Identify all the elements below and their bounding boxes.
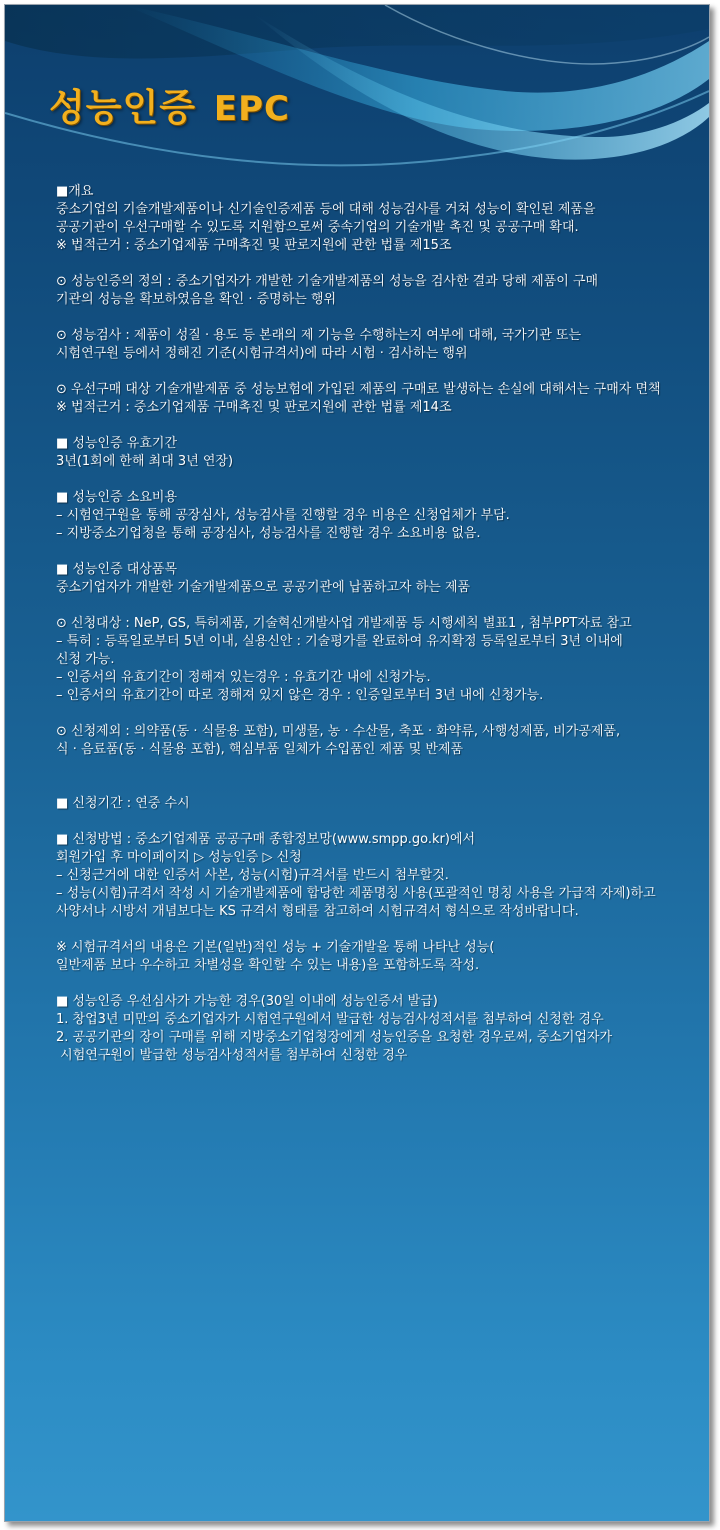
section-13 [56,993,674,1065]
text-line: – 인증서의 유효기간이 정해져 있는경우 : 유효기간 내에 신청가능. [56,670,431,685]
text-line: ■ 신청기간 : 연중 수시 [56,796,190,811]
section-1 [56,183,674,255]
title-english: EPC [213,89,290,129]
section-4 [56,381,674,417]
paragraph-gap [56,777,674,795]
document-body [56,183,674,1065]
text-line: 중소기업의 기술개발제품이나 신기술인증제품 등에 대해 성능검사를 거쳐 성능이 확인된 제품을 [56,202,596,217]
text-line: – 지방중소기업청을 통해 공장심사, 성능검사를 진행할 경우 소요비용 없음. [56,526,481,541]
text-line: ※ 법적근거 : 중소기업제품 구매촉진 및 판로지원에 관한 법률 제14조 [56,400,452,415]
section-6 [56,489,674,543]
paragraph-gap [56,921,674,939]
text-line: ■개요 [56,184,94,199]
text-line: ■ 성능인증 유효기간 [56,436,178,451]
paragraph-gap [56,471,674,489]
section-8 [56,615,674,705]
text-line: ※ 시험규격서의 내용은 기본(일반)적인 성능 + 기술개발을 통해 나타난 성능( [56,940,495,955]
text-line: ■ 신청방법 : 중소기업제품 공공구매 종합정보망(www.smpp.go.kr)에서 [56,832,476,847]
text-line: – 인증서의 유효기간이 따로 정해져 있지 않은 경우 : 인증일로부터 3년 내에 신청가능. [56,688,544,703]
page-title [49,77,290,131]
text-line: ⊙ 성능인증의 정의 : 중소기업자가 개발한 기술개발제품의 성능을 검사한 결과 당해 제품이 구매 [56,274,599,289]
text-line: ⊙ 신청대상 : NeP, GS, 특허제품, 기술혁신개발사업 개발제품 등 시행세칙 별표1 , 첨부PPT자료 참고 [56,616,632,631]
paragraph-gap [56,363,674,381]
text-line: – 신청근거에 대한 인증서 사본, 성능(시험)규격서를 반드시 첨부할것. [56,868,449,883]
text-line: ⊙ 성능검사 : 제품이 성질 · 용도 등 본래의 제 기능을 수행하는지 여부에 대해, 국가기관 또는 [56,328,582,343]
dark-swoosh [5,5,709,59]
paragraph-gap [56,543,674,561]
section-10 [56,795,674,813]
paragraph-gap [56,417,674,435]
text-line: 2. 공공기관의 장이 구매를 위해 지방중소기업청장에게 성능인증을 요청한 경우로써, 중소기업자가 [56,1030,613,1045]
text-line: – 시험연구원을 통해 공장심사, 성능검사를 진행할 경우 비용은 신청업체가 부담. [56,508,510,523]
text-line: 일반제품 보다 우수하고 차별성을 확인할 수 있는 내용)을 포함하도록 작성. [56,958,480,973]
section-9 [56,723,674,759]
paragraph-gap [56,597,674,615]
text-line: – 특허 : 등록일로부터 5년 이내, 실용신안 : 기술평가를 완료하여 유지확정 등록일로부터 3년 이내에 [56,634,623,649]
paragraph-gap [56,309,674,327]
banner-panel [4,4,710,1522]
section-11 [56,831,674,921]
paragraph-gap [56,705,674,723]
text-line: 시험연구원이 발급한 성능검사성적서를 첨부하여 신청한 경우 [56,1048,408,1063]
text-line: 기관의 성능을 확보하였음을 확인 · 증명하는 행위 [56,292,337,307]
text-line: ⊙ 우선구매 대상 기술개발제품 중 성능보험에 가입된 제품의 구매로 발생하는 손실에 대해서는 구매자 면책 [56,382,661,397]
text-line: 회원가입 후 마이페이지 ▷ 성능인증 ▷ 신청 [56,850,302,865]
text-line: 3년(1회에 한해 최대 3년 연장) [56,454,234,469]
text-line: 식 · 음료품(동 · 식물용 포함), 핵심부품 일체가 수입품인 제품 및 반제품 [56,742,464,757]
text-line: 시험연구원 등에서 정해진 기준(시험규격서)에 따라 시험 · 검사하는 행위 [56,346,468,361]
text-line: 사양서나 시방서 개념보다는 KS 규격서 형태를 참고하여 시험규격서 형식으로 작성바랍니다. [56,904,579,919]
section-7 [56,561,674,597]
paragraph-gap [56,975,674,993]
text-line: 중소기업자가 개발한 기술개발제품으로 공공기관에 납품하고자 하는 제품 [56,580,471,595]
text-line: – 성능(시험)규격서 작성 시 기술개발제품에 합당한 제품명칭 사용(포괄적인 명칭 사용을 가급적 자제)하고 [56,886,656,901]
text-line: ■ 성능인증 우선심사가 가능한 경우(30일 이내에 성능인증서 발급) [56,994,438,1009]
text-line: ⊙ 신청제외 : 의약품(동 · 식물용 포함), 미생물, 농 · 수산물, 축포 · 화약류, 사행성제품, 비가공제품, [56,724,621,739]
paragraph-gap [56,759,674,777]
text-line: 공공기관이 우선구매할 수 있도록 지원함으로써 중속기업의 기술개발 촉진 및 공공구매 확대. [56,220,579,235]
paragraph-gap [56,813,674,831]
text-line: 1. 창업3년 미만의 중소기업자가 시험연구원에서 발급한 성능검사성적서를 첨부하여 신청한 경우 [56,1012,604,1027]
text-line: ■ 성능인증 대상품목 [56,562,178,577]
section-3 [56,327,674,363]
text-line: ※ 법적근거 : 중소기업제품 구매촉진 및 판로지원에 관한 법률 제15조 [56,238,452,253]
section-12 [56,939,674,975]
text-line: 신청 가능. [56,652,115,667]
section-5 [56,435,674,471]
section-2 [56,273,674,309]
title-korean: 성능인증 [49,86,196,129]
text-line: ■ 성능인증 소요비용 [56,490,178,505]
paragraph-gap [56,255,674,273]
